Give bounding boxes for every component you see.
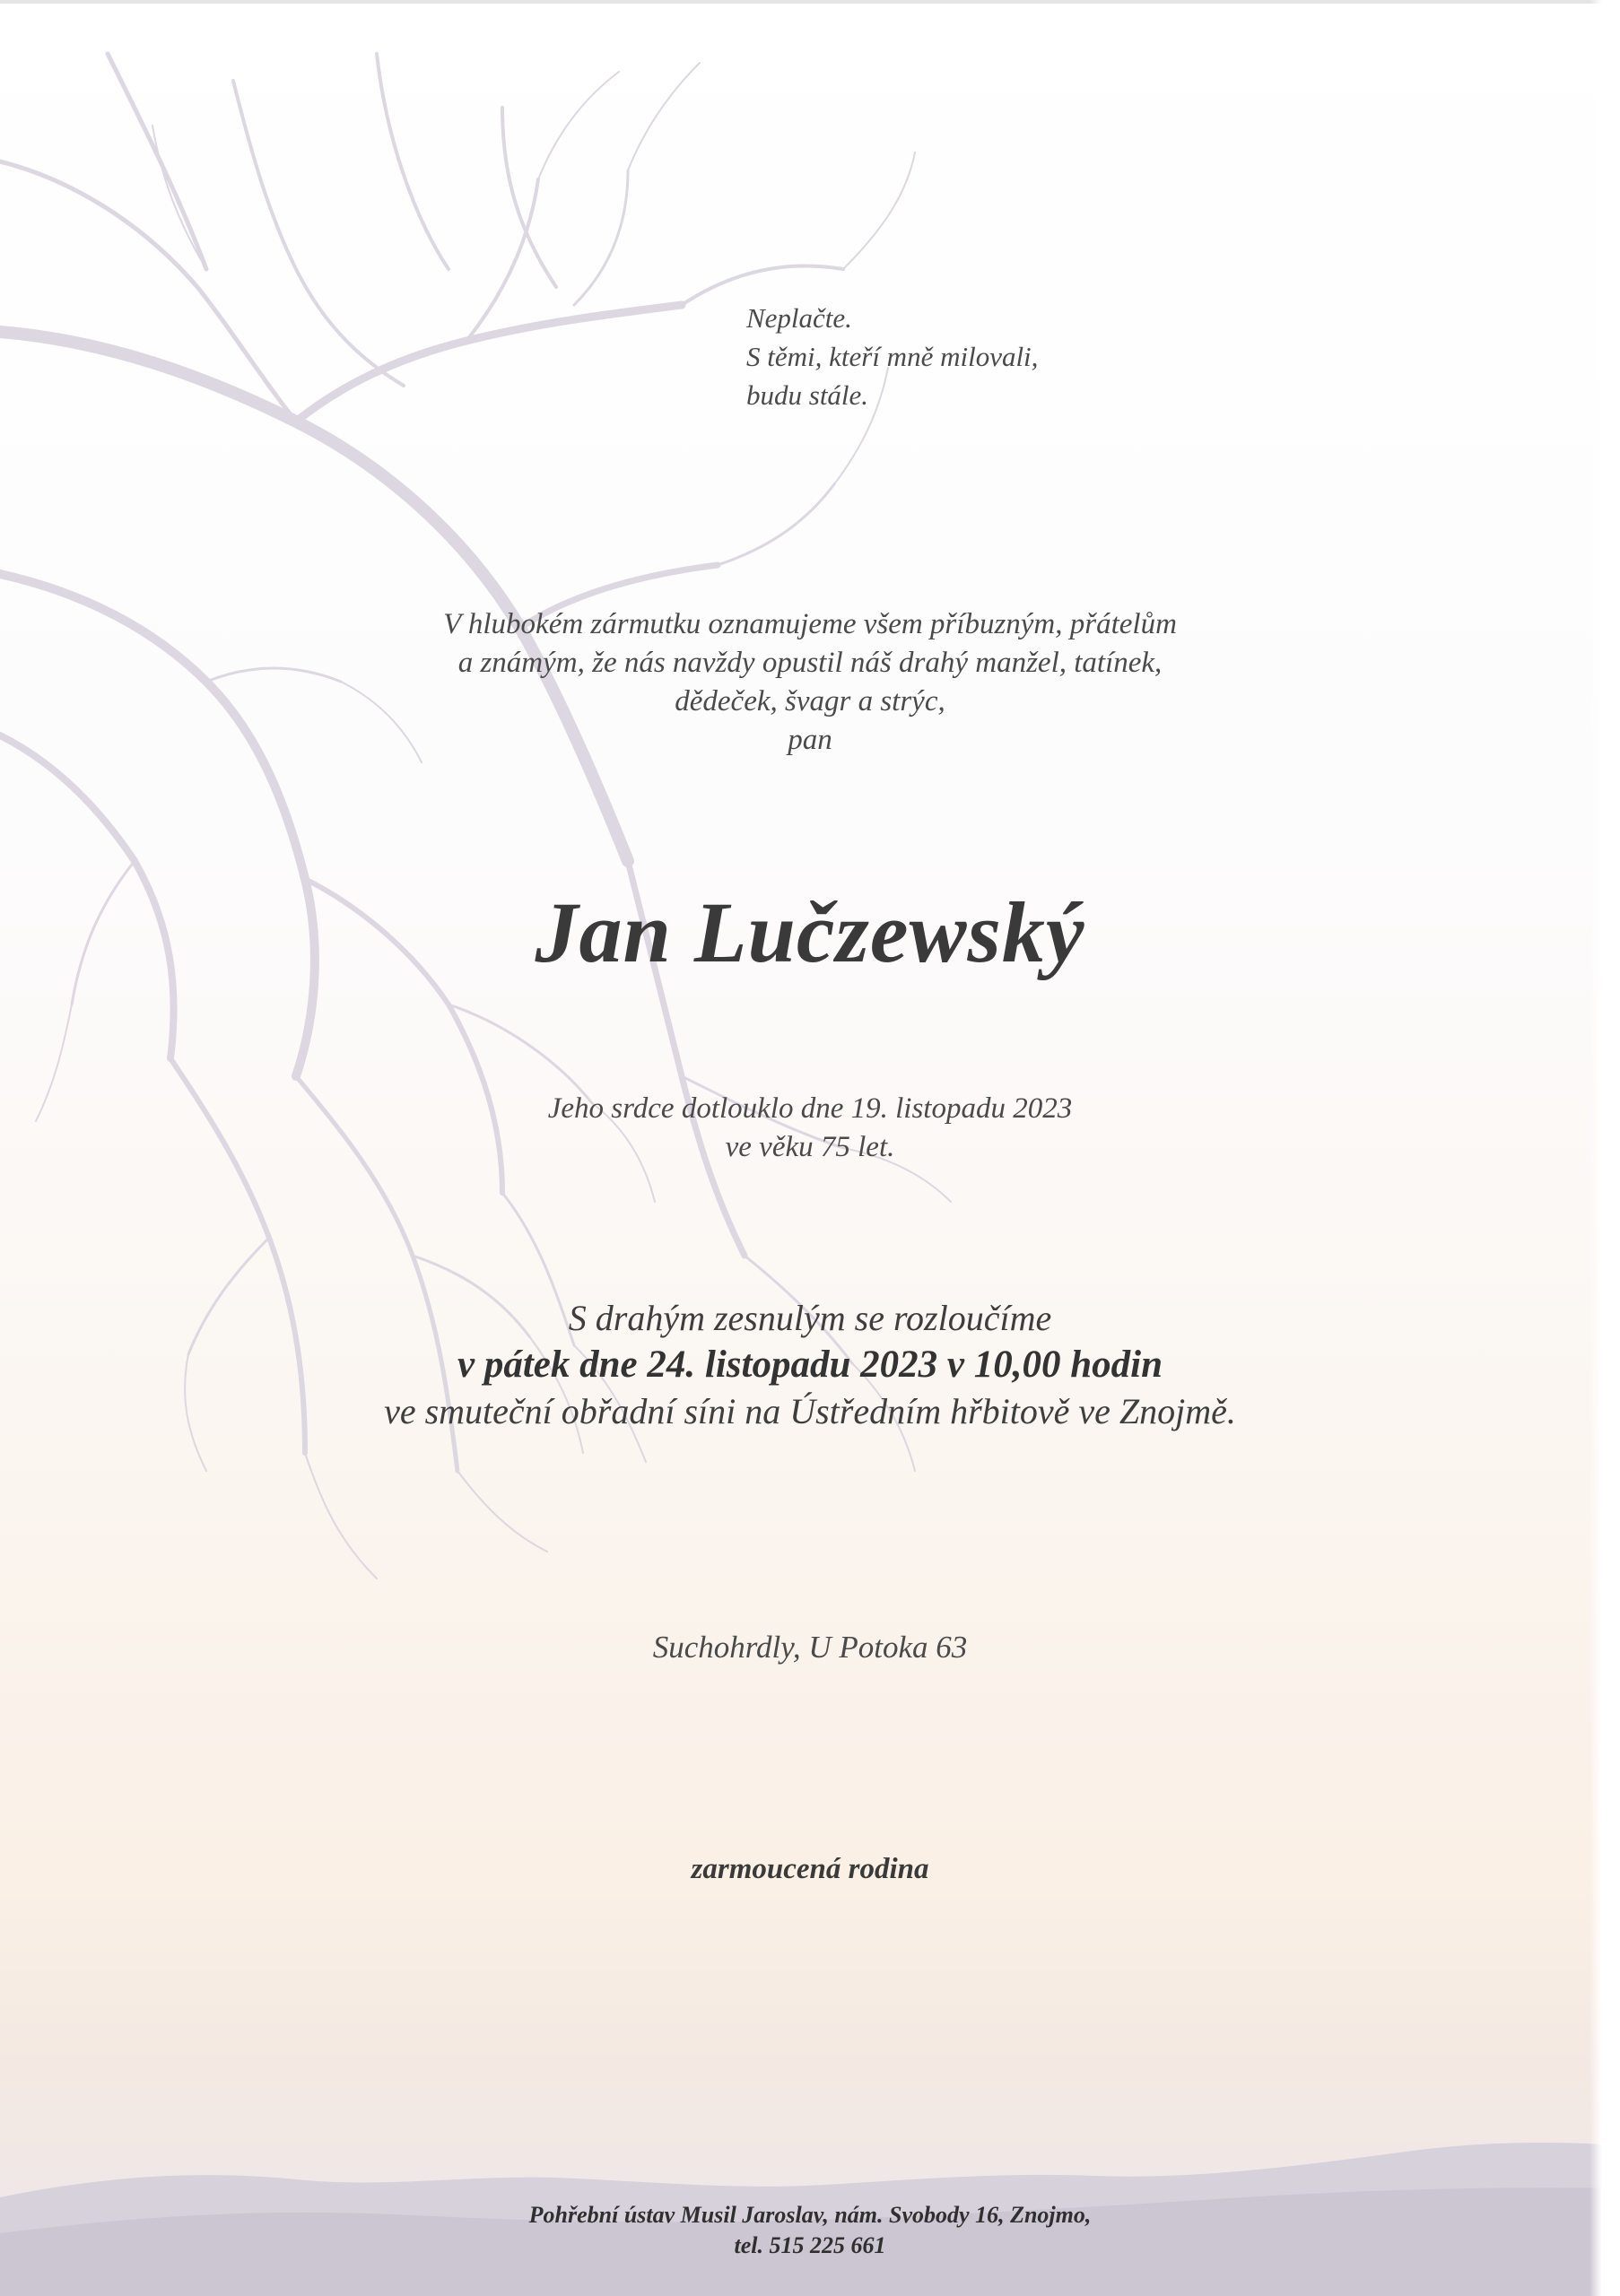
farewell-intro: S drahým zesnulým se rozloučíme [568, 1298, 1052, 1338]
announcement-line: dědeček, švagr a strýc, [675, 685, 945, 718]
death-date-line: Jeho srdce dotlouklo dne 19. listopadu 2023 [547, 1092, 1073, 1125]
death-date-info [0, 1090, 1620, 1167]
motto-line: S těmi, kteří mně milovali, [746, 341, 1039, 372]
family-signature: zarmoucená rodina [691, 1853, 929, 1885]
age-line: ve věku 75 let. [725, 1131, 895, 1163]
death-announcement [0, 605, 1620, 760]
deceased-name: Jan Lučzewský [535, 884, 1085, 980]
funeral-home-footer [0, 2200, 1620, 2261]
family-address: Suchohrdly, U Potoka 63 [652, 1630, 968, 1665]
announcement-line: V hlubokém zármutku oznamujeme všem příbuzným, přátelům [443, 608, 1177, 640]
motto-verse [746, 299, 1038, 414]
funeral-home-address: Pohřební ústav Musil Jaroslav, nám. Svobody 16, Znojmo, [528, 2202, 1092, 2228]
farewell-ceremony-info [0, 1295, 1620, 1435]
hills-silhouette [0, 2090, 1620, 2296]
funeral-home-phone: tel. 515 225 661 [734, 2232, 886, 2258]
farewell-location: ve smuteční obřadní síni na Ústředním hřbitově ve Znojmě. [384, 1391, 1236, 1431]
announcement-line: pan [788, 724, 832, 756]
farewell-datetime: v pátek dne 24. listopadu 2023 v 10,00 hodin [457, 1344, 1163, 1386]
motto-line: Neplačte. [746, 302, 852, 334]
motto-line: budu stále. [746, 379, 869, 411]
announcement-line: a známým, že nás navždy opustil náš drahý manžel, tatínek, [457, 647, 1163, 679]
